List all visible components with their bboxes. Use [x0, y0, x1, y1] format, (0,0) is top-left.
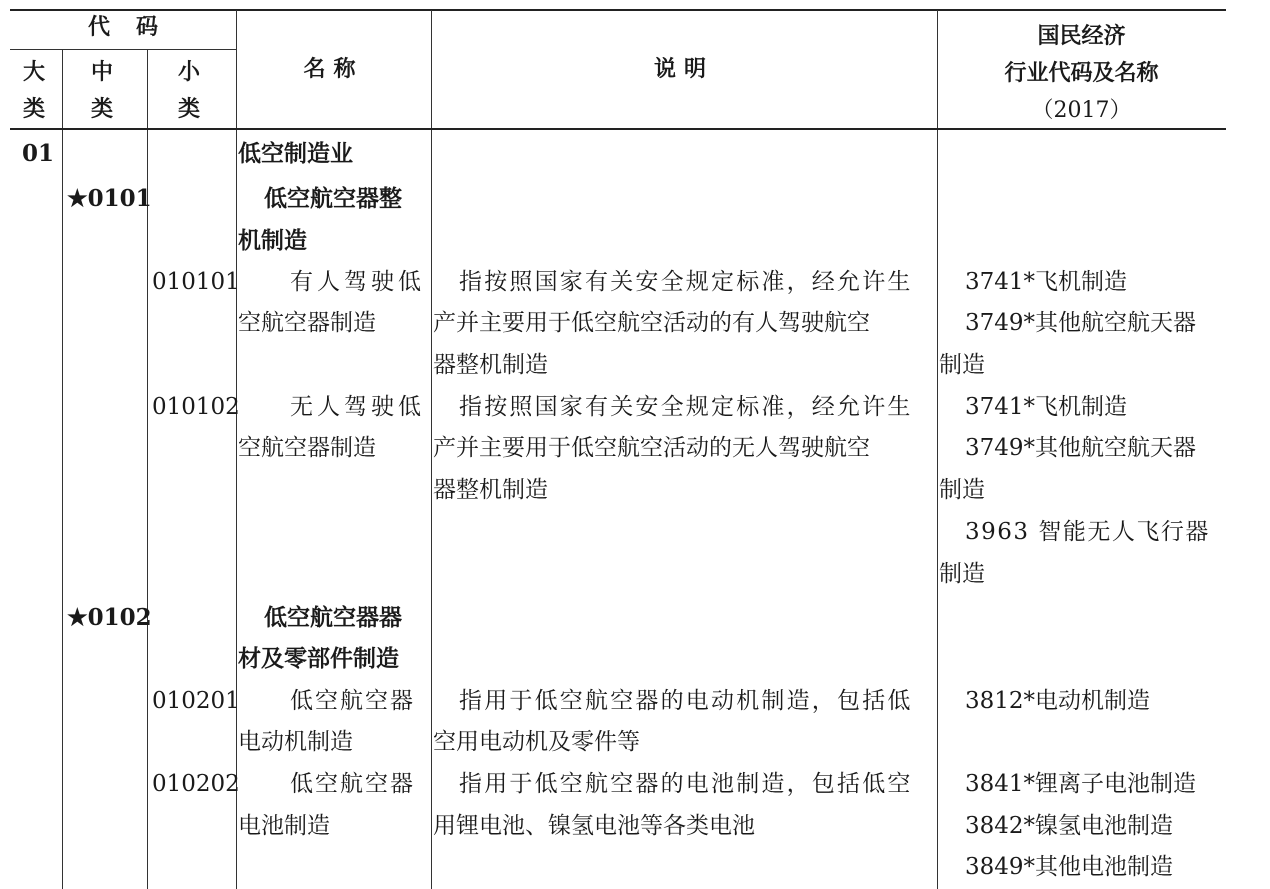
national-code: 3741*飞机制造: [965, 394, 1128, 420]
category-name: 低空制造业: [238, 140, 353, 167]
header-middle-class: 中类: [90, 59, 113, 122]
header-description: 说明: [653, 56, 714, 82]
national-code: 3849*其他电池制造: [965, 854, 1174, 880]
item-description: 产并主要用于低空航空活动的有人驾驶航空: [433, 310, 870, 336]
middle-code: ★0101: [67, 185, 152, 212]
category-name: 低空航空器器: [264, 604, 402, 631]
column-divider: [147, 50, 148, 128]
item-description: 指用于低空航空器的电池制造，包括低空: [459, 771, 913, 797]
item-description: 指按照国家有关安全规定标准，经允许生: [459, 269, 913, 295]
item-description: 指用于低空航空器的电动机制造，包括低: [459, 688, 913, 714]
middle-code: ★0102: [67, 604, 152, 631]
item-name: 电池制造: [238, 813, 330, 839]
item-name: 低空航空器: [290, 688, 415, 714]
major-code: 01: [22, 140, 55, 167]
item-description: 器整机制造: [433, 352, 548, 378]
national-code: 3842*镍氢电池制造: [965, 813, 1174, 839]
item-name: 无人驾驶低: [290, 394, 425, 420]
item-description: 空用电动机及零件等: [433, 729, 640, 755]
header-code: 代码: [87, 14, 184, 40]
header-national-line: （2017）: [1031, 98, 1132, 123]
item-name: 空航空器制造: [238, 435, 376, 461]
header-major-class: 大类: [22, 59, 45, 122]
minor-code: 010101: [152, 269, 240, 295]
header-national-line: 行业代码及名称: [1004, 60, 1159, 86]
table-top-rule: [10, 9, 1226, 11]
category-name: 材及零部件制造: [238, 645, 399, 672]
item-description: 产并主要用于低空航空活动的无人驾驶航空: [433, 435, 870, 461]
minor-code: 010202: [152, 771, 240, 797]
minor-code: 010102: [152, 394, 240, 420]
header-minor-class: 小类: [177, 59, 200, 122]
minor-code: 010201: [152, 688, 240, 714]
item-description: 用锂电池、镍氢电池等各类电池: [433, 813, 755, 839]
national-code: 3741*飞机制造: [965, 269, 1128, 295]
header-national-line: 国民经济: [1037, 23, 1126, 49]
item-description: 器整机制造: [433, 477, 548, 503]
national-code: 3812*电动机制造: [965, 688, 1151, 714]
item-name: 电动机制造: [238, 729, 353, 755]
national-code: 3749*其他航空航天器: [965, 310, 1197, 336]
column-divider: [62, 50, 63, 128]
header-national-industry: [937, 18, 1226, 129]
national-code: 3841*锂离子电池制造: [965, 771, 1197, 797]
column-divider: [147, 130, 148, 889]
category-name: 低空航空器整: [264, 185, 402, 212]
item-name: 有人驾驶低: [290, 269, 425, 295]
national-code: 制造: [939, 352, 985, 378]
item-name: 低空航空器: [290, 771, 415, 797]
national-code: 3963 智能无人飞行器: [965, 519, 1210, 545]
column-divider: [937, 130, 938, 889]
header-name: 名称: [303, 56, 364, 82]
category-name: 机制造: [238, 227, 307, 254]
item-name: 空航空器制造: [238, 310, 376, 336]
column-divider: [62, 130, 63, 889]
code-header-divider: [10, 49, 236, 50]
item-description: 指按照国家有关安全规定标准，经允许生: [459, 394, 913, 420]
national-code: 3749*其他航空航天器: [965, 435, 1197, 461]
column-divider: [431, 130, 432, 889]
national-code: 制造: [939, 477, 985, 503]
national-code: 制造: [939, 561, 985, 587]
